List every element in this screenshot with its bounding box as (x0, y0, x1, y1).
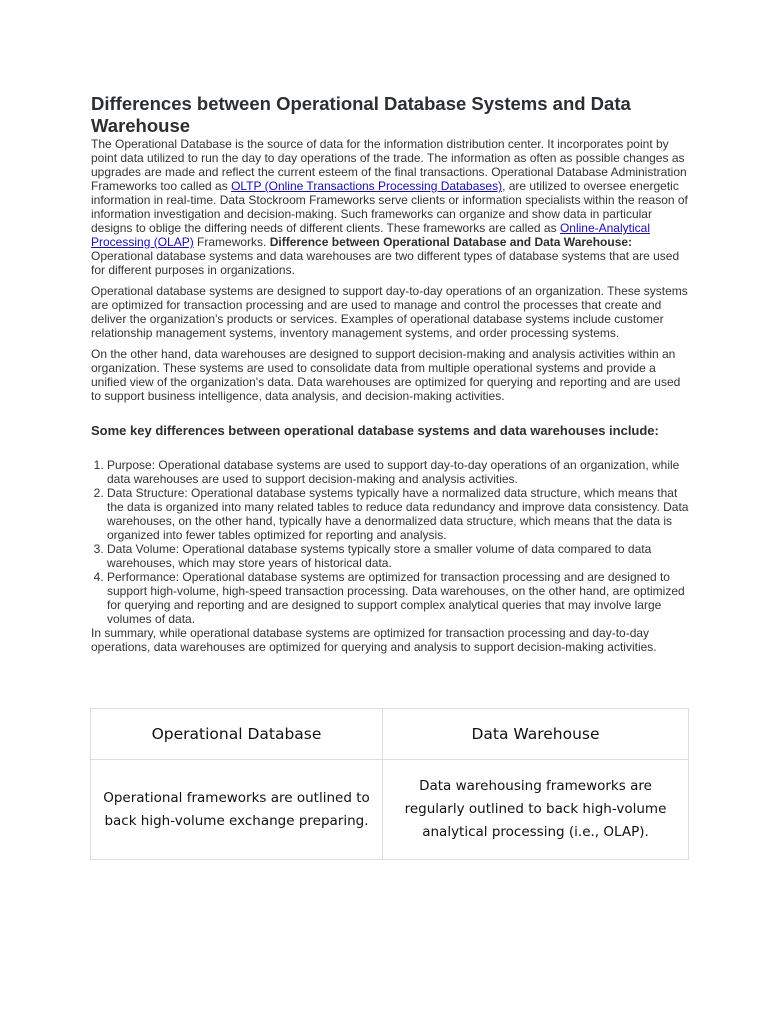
page-title: Differences between Operational Database Systems and Data Warehouse (91, 93, 631, 136)
differences-list (91, 458, 689, 626)
table-cell-warehouse: Data warehousing frameworks are regularly outlined to back high-volume analytical processing (i.e., OLAP). (383, 760, 689, 860)
paragraph-2: Operational database systems are designed to support day-to-day operations of an organization. These systems are optimized for transaction processing and are used to manage and control the processes that create and deliver the organization's products or services. Examples of operational database systems include customer relationship management systems, inventory management systems, and order processing systems. (91, 284, 688, 340)
table-row (91, 760, 689, 860)
table-header-warehouse (383, 709, 689, 760)
paragraph-1: Operational database systems and data warehouses are two different types of database systems that are used for different purposes in organizations. (91, 249, 680, 277)
section-subheading: Some key differences between operational database systems and data warehouses include: (91, 423, 659, 438)
intro-text-1: The Operational Database is the source of data for the information distribution center. It incorporates point by point data utilized to run the day to day operations of the trade. The information as often as possible changes as upgrades are made and reflect the current esteem of the final transactions. Operational Database Administration Frameworks too called as (91, 137, 687, 193)
olap-link[interactable]: Online-Analytical Processing (OLAP) (91, 221, 650, 249)
list-item: 4. Performance: Operational database systems are optimized for transaction processing and are designed to support high-volume, high-speed transaction processing. Data warehouses, on the other hand, are optimized for querying and reporting and are designed to support complex analytical queries that may involve large volumes of data. (107, 570, 689, 626)
comparison-table (90, 708, 689, 860)
table-header-label: Data Warehouse (471, 725, 600, 743)
list-item: 3. Data Volume: Operational database systems typically store a smaller volume of data compared to data warehouses, which may store years of historical data. (107, 542, 689, 570)
intro-text-2: , are utilized to oversee energetic information in real-time. Data Stockroom Frameworks serve clients or information specialists within the reason of information investigation and decision-making. Such frameworks can organize and show data in particular designs to oblige the differing needs of different clients. These frameworks are called as (91, 179, 688, 235)
table-cell-operational: Operational frameworks are outlined to back high-volume exchange preparing. (91, 760, 383, 860)
table-header-row (91, 709, 689, 760)
summary-paragraph: In summary, while operational database systems are optimized for transaction processing and day-to-day operations, data warehouses are optimized for querying and analysis to support decision-making activities. (91, 626, 657, 654)
intro-text-3: Frameworks. (193, 235, 270, 249)
list-item: 1. Purpose: Operational database systems are used to support day-to-day operations of an organization, while data warehouses are used to support decision-making and analysis activities. (107, 458, 689, 486)
paragraph-3: On the other hand, data warehouses are designed to support decision-making and analysis activities within an organization. These systems are used to consolidate data from multiple operational systems and provide a unified view of the organization's data. Data warehouses are optimized for querying and reporting and are used to support business intelligence, data analysis, and decision-making activities. (91, 347, 681, 403)
intro-paragraph (91, 137, 689, 249)
oltp-link[interactable]: OLTP (Online Transactions Processing Databases) (231, 179, 503, 193)
intro-bold-heading: Difference between Operational Database and Data Warehouse: (269, 235, 633, 249)
article-body (91, 93, 689, 654)
list-item: 2. Data Structure: Operational database systems typically have a normalized data structure, which means that the data is organized into many related tables to reduce data redundancy and improve data consistency. Data warehouses, on the other hand, typically have a denormalized data structure, which means that the data is organized into fewer tables optimized for reporting and analysis. (107, 486, 689, 542)
table-header-label: Operational Database (151, 725, 322, 743)
table-header-operational (91, 709, 383, 760)
